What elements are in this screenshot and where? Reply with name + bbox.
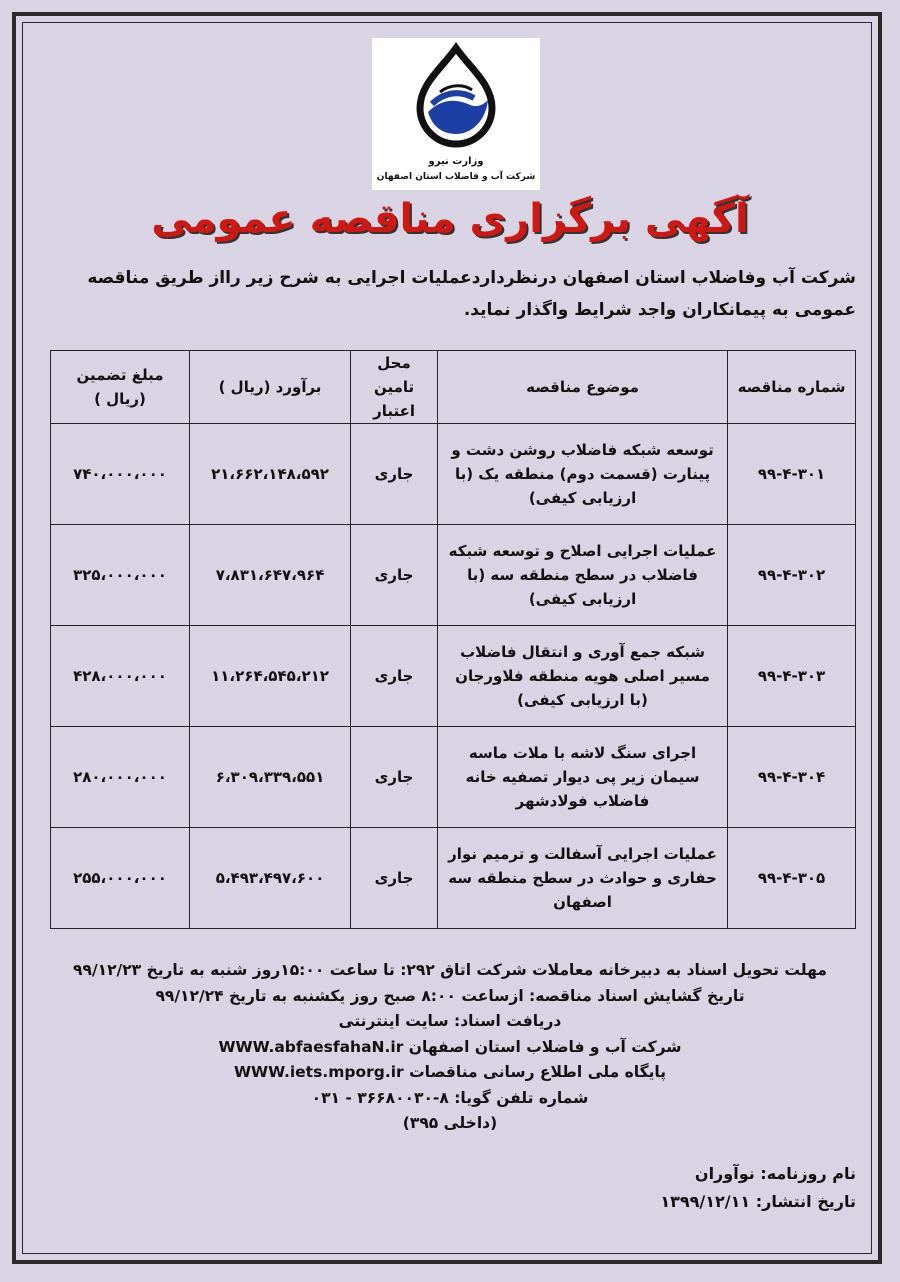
cell-source: جاری [351,727,438,828]
cell-estimate: ۵،۴۹۳،۴۹۷،۶۰۰ [190,828,351,929]
cell-number: ۹۹-۴-۳۰۵ [728,828,856,929]
cell-deposit: ۲۸۰،۰۰۰،۰۰۰ [51,727,190,828]
table-row [51,626,856,727]
table-row [51,525,856,626]
company-site-link[interactable]: شرکت آب و فاضلاب استان اصفهان WWW.abfaesfahaN.ir [218,1037,682,1056]
cell-subject: شبکه جمع آوری و انتقال فاضلاب مسیر اصلی هویه منطقه فلاورجان (با ارزیابی کیفی) [438,626,728,727]
table-row [51,727,856,828]
cell-number: ۹۹-۴-۳۰۳ [728,626,856,727]
header-source: محل تامین اعتبار [351,351,438,424]
opening-line: تاریخ گشایش اسناد مناقصه: ازساعت ۸:۰۰ صبح روز یکشنبه به تاریخ ۹۹/۱۲/۲۴ [155,986,745,1005]
cell-source: جاری [351,828,438,929]
cell-source: جاری [351,424,438,525]
header-subject: موضوع مناقصه [438,351,728,424]
cell-deposit: ۳۲۵،۰۰۰،۰۰۰ [51,525,190,626]
cell-source: جاری [351,525,438,626]
newspaper-name: نام روزنامه: نوآوران [694,1164,856,1183]
footer-info [40,958,860,1137]
publication-date: تاریخ انتشار: ۱۳۹۹/۱۲/۱۱ [660,1192,856,1211]
receive-line: دریافت اسناد: سایت اینترنتی [338,1012,562,1030]
cell-deposit: ۷۴۰،۰۰۰،۰۰۰ [51,424,190,525]
table-row [51,828,856,929]
cell-estimate: ۷،۸۳۱،۶۴۷،۹۶۴ [190,525,351,626]
cell-number: ۹۹-۴-۳۰۴ [728,727,856,828]
logo-caption-ministry: وزارت نیرو [428,156,484,167]
table-row [51,424,856,525]
cell-subject: عملیات اجرایی آسفالت و ترمیم نوار حفاری و حوادث در سطح منطقه سه اصفهان [438,828,728,929]
water-drop-hands-emblem-icon [410,42,502,154]
publication-info [660,1160,856,1216]
national-site-link[interactable]: پایگاه ملی اطلاع رسانی مناقصات WWW.iets.mporg.ir [233,1063,667,1081]
cell-deposit: ۴۲۸،۰۰۰،۰۰۰ [51,626,190,727]
cell-subject: اجرای سنگ لاشه با ملات ماسه سیمان زیر پی دیوار تصفیه خانه فاضلاب فولادشهر [438,727,728,828]
cell-subject: عملیات اجرایی اصلاح و توسعه شبکه فاضلاب در سطح منطقه سه (با ارزیابی کیفی) [438,525,728,626]
table-header-row [51,351,856,424]
cell-deposit: ۲۵۵،۰۰۰،۰۰۰ [51,828,190,929]
deadline-line: مهلت تحویل اسناد به دبیرخانه معاملات شرکت اتاق ۲۹۲: تا ساعت ۱۵:۰۰روز شنبه به تاریخ ۹۹/۱۲/۲۳ [73,961,827,979]
cell-estimate: ۶،۳۰۹،۳۳۹،۵۵۱ [190,727,351,828]
extension-line: (داخلی ۳۹۵) [402,1114,498,1132]
cell-number: ۹۹-۴-۳۰۲ [728,525,856,626]
phone-line: شماره تلفن گویا: ۸-۳۶۶۸۰۰۳۰ - ۰۳۱ [311,1088,589,1107]
cell-source: جاری [351,626,438,727]
logo [372,38,540,190]
logo-caption-company: شرکت آب و فاضلاب استان اصفهان [376,172,536,182]
cell-subject: توسعه شبکه فاضلاب روشن دشت و پینارت (قسمت دوم) منطقه یک (با ارزیابی کیفی) [438,424,728,525]
cell-number: ۹۹-۴-۳۰۱ [728,424,856,525]
page-title: آگهی برگزاری مناقصه عمومی [151,196,749,242]
intro-paragraph: شرکت آب وفاضلاب استان اصفهان درنظرداردعملیات اجرایی به شرح زیر رااز طریق مناقصه عمومی به پیمانکاران واجد شرایط واگذار نماید. [87,268,856,320]
header-number: شماره مناقصه [728,351,856,424]
tenders-table [50,350,856,929]
header-estimate: برآورد (ریال ) [190,351,351,424]
cell-estimate: ۲۱،۶۶۲،۱۴۸،۵۹۲ [190,424,351,525]
cell-estimate: ۱۱،۲۶۴،۵۴۵،۲۱۲ [190,626,351,727]
header-deposit: مبلغ تضمین (ریال ) [51,351,190,424]
